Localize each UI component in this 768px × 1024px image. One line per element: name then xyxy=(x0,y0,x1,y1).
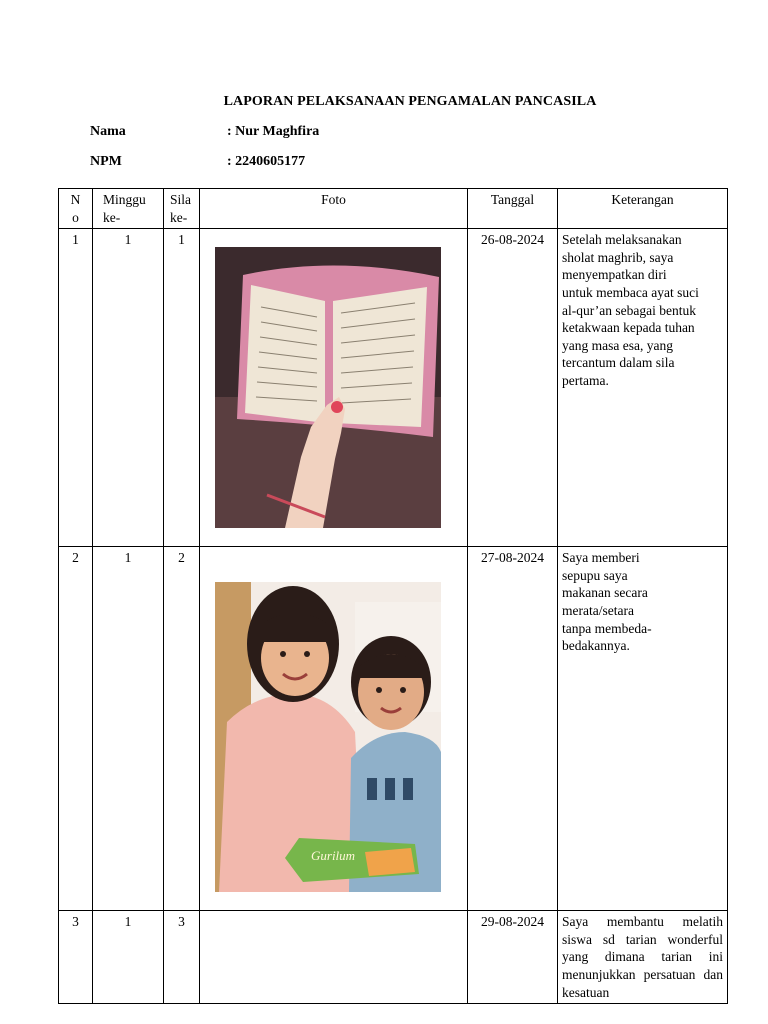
keterangan-line: tercantum dalam sila xyxy=(562,355,675,371)
keterangan-line: makanan secara xyxy=(562,585,648,601)
header-minggu-line2: ke- xyxy=(103,209,121,225)
table-header-row xyxy=(59,189,728,229)
cell-tanggal: 26-08-2024 xyxy=(468,229,558,547)
cell-foto xyxy=(200,547,468,911)
cell-keterangan xyxy=(558,547,728,911)
keterangan-line: pertama. xyxy=(562,372,609,388)
header-minggu-line1: Minggu xyxy=(103,192,146,207)
header-minggu xyxy=(93,189,164,229)
cell-keterangan: Saya membantu melatih siswa sd tarian wonderful yang dimana tarian ini menunjukkan persatuan dan kesatuan xyxy=(558,911,728,1004)
cell-sila: 3 xyxy=(164,911,200,1004)
keterangan-line: untuk membaca ayat suci xyxy=(562,284,699,300)
cell-tanggal: 27-08-2024 xyxy=(468,547,558,911)
name-value: : Nur Maghfira xyxy=(227,124,320,139)
header-sila-line2: ke- xyxy=(170,209,188,225)
report-title: LAPORAN PELAKSANAAN PENGAMALAN PANCASILA xyxy=(223,94,597,109)
keterangan-line: ketakwaan kepada tuhan xyxy=(562,320,695,336)
header-sila-line1: Sila xyxy=(170,192,192,207)
header-no-line1: N xyxy=(70,192,81,207)
photo-children-sharing xyxy=(215,582,441,892)
cell-no: 2 xyxy=(59,547,93,911)
keterangan-line: sepupu saya xyxy=(562,567,628,583)
header-keterangan: Keterangan xyxy=(558,189,728,229)
keterangan-line: menyempatkan diri xyxy=(562,267,667,283)
header-no xyxy=(59,189,93,229)
cell-foto xyxy=(200,911,468,1004)
keterangan-line: al-qur’an sebagai bentuk xyxy=(562,302,696,318)
header-foto: Foto xyxy=(200,189,468,229)
cell-keterangan xyxy=(558,229,728,547)
photo-quran-reading xyxy=(215,247,441,528)
keterangan-line: bedakannya. xyxy=(562,638,630,654)
header-sila xyxy=(164,189,200,229)
header-tanggal: Tanggal xyxy=(468,189,558,229)
cell-minggu: 1 xyxy=(93,547,164,911)
report-table xyxy=(58,188,728,1004)
keterangan-line: merata/setara xyxy=(562,602,634,618)
keterangan-line: sholat maghrib, saya xyxy=(562,249,674,265)
header-no-line2: o xyxy=(72,209,79,225)
cell-minggu: 1 xyxy=(93,911,164,1004)
cell-tanggal: 29-08-2024 xyxy=(468,911,558,1004)
cell-sila: 2 xyxy=(164,547,200,911)
table-row xyxy=(59,229,728,547)
table-row xyxy=(59,911,728,1004)
cell-no: 1 xyxy=(59,229,93,547)
npm-label: NPM xyxy=(90,154,122,169)
keterangan-line: Setelah melaksanakan xyxy=(562,232,682,248)
keterangan-line: yang masa esa, yang xyxy=(562,337,673,353)
npm-value: : 2240605177 xyxy=(227,154,306,169)
name-label: Nama xyxy=(90,124,126,139)
cell-no: 3 xyxy=(59,911,93,1004)
keterangan-line: tanpa membeda- xyxy=(562,620,652,636)
cell-minggu: 1 xyxy=(93,229,164,547)
cell-foto xyxy=(200,229,468,547)
cell-sila: 1 xyxy=(164,229,200,547)
table-row xyxy=(59,547,728,911)
keterangan-line: Saya memberi xyxy=(562,550,640,566)
snack-label: Gurilum xyxy=(311,848,356,864)
